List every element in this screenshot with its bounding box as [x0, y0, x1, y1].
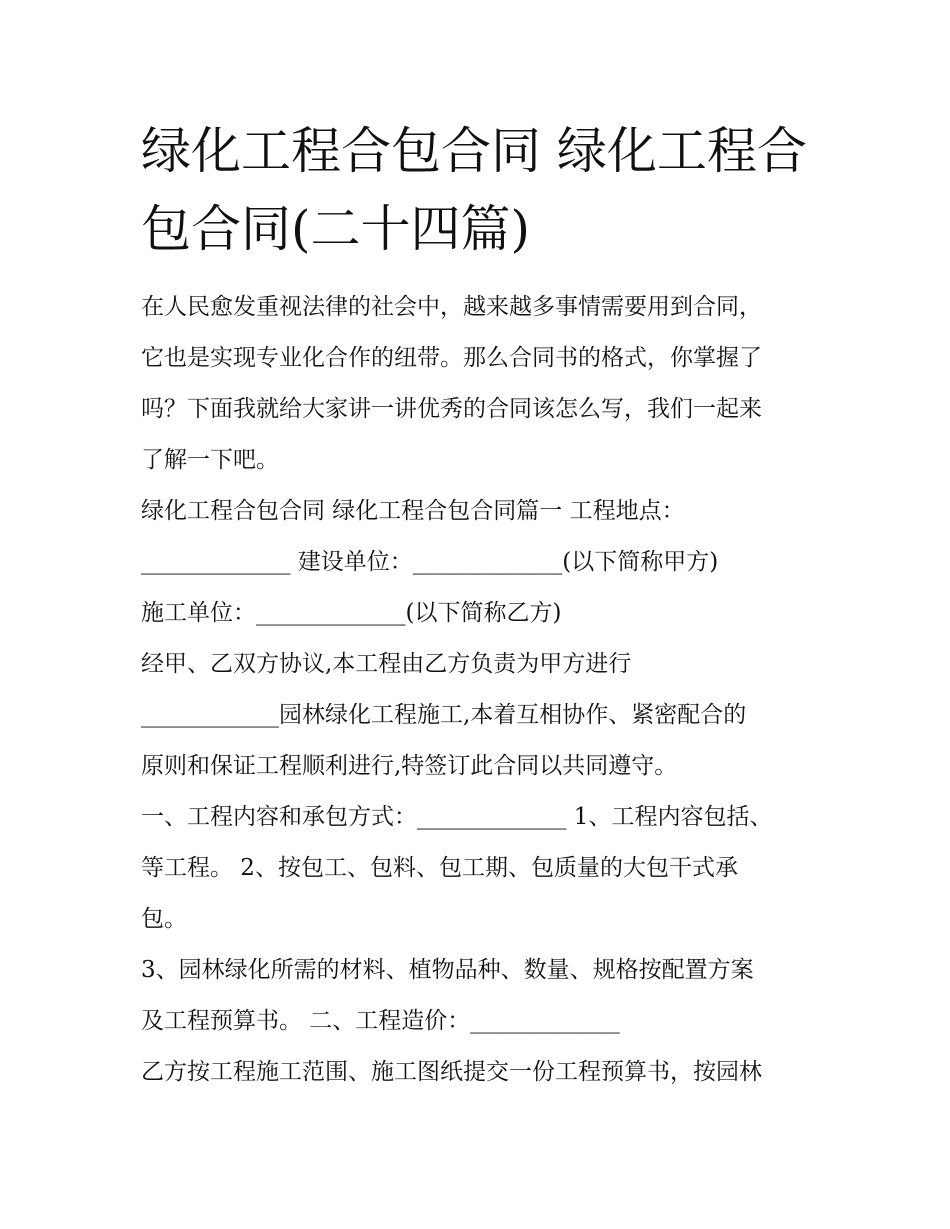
body-line-9: ____________园林绿化工程施工,本着互相协作、紧密配合的 — [141, 702, 747, 728]
body-line-6: _____________ 建设单位：_____________(以下简称甲方) — [141, 549, 719, 575]
body-line-5: 绿化工程合包合同 绿化工程合包合同篇一 工程地点： — [141, 498, 685, 524]
body-line-16: 乙方按工程施工范围、施工图纸提交一份工程预算书，按园林 — [141, 1059, 762, 1085]
body-line-1: 在人民愈发重视法律的社会中，越来越多事情需要用到合同， — [141, 294, 762, 320]
body-line-2: 它也是实现专业化合作的纽带。那么合同书的格式，你掌握了 — [141, 345, 762, 371]
body-line-15: 及工程预算书。 二、工程造价：_____________ — [141, 1008, 620, 1034]
body-line-3: 吗？下面我就给大家讲一讲优秀的合同该怎么写，我们一起来 — [141, 396, 762, 422]
title-line-2: 包合同(二十四篇) — [141, 200, 531, 258]
body-line-7: 施工单位：_____________(以下简称乙方) — [141, 600, 562, 626]
body-line-11: 一、工程内容和承包方式：_____________ 1、工程内容包括、 — [141, 804, 773, 830]
document-body — [141, 282, 821, 1098]
body-line-10: 原则和保证工程顺利进行,特签订此合同以共同遵守。 — [141, 753, 678, 779]
document-page — [141, 112, 821, 1098]
body-line-12: 等工程。 2、按包工、包料、包工期、包质量的大包干式承 — [141, 855, 738, 881]
document-title — [141, 112, 821, 268]
body-line-14: 3、园林绿化所需的材料、植物品种、数量、规格按配置方案 — [141, 957, 754, 983]
body-line-8: 经甲、乙双方协议,本工程由乙方负责为甲方进行 — [141, 651, 632, 677]
body-line-13: 包。 — [141, 906, 187, 932]
title-line-1: 绿化工程合包合同 绿化工程合 — [141, 122, 807, 180]
body-line-4: 了解一下吧。 — [141, 447, 279, 473]
